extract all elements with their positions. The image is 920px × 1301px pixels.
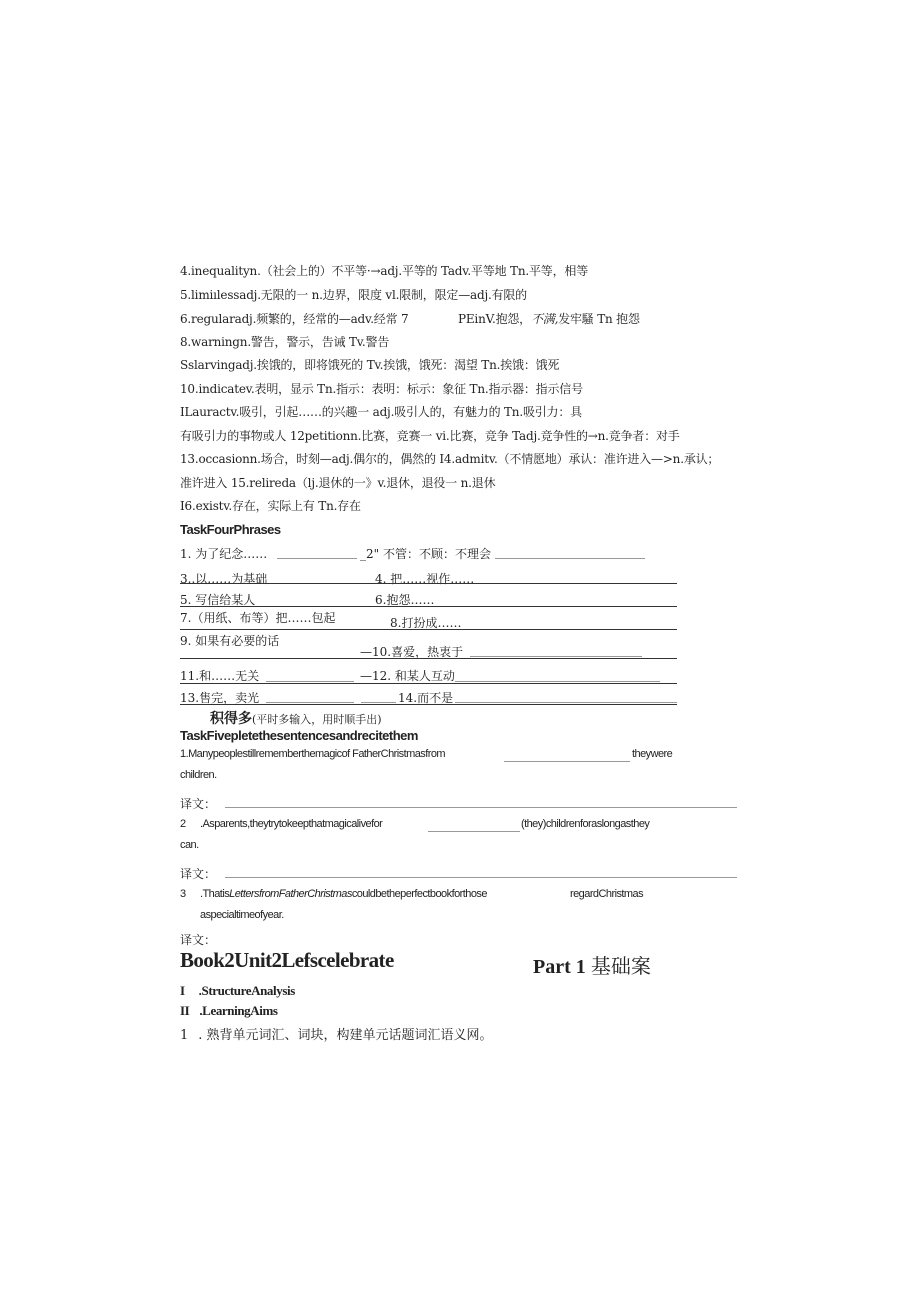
vocab-line-8: 8.warningn.警告，警示，告诫 Tv.警告 <box>180 335 390 349</box>
phrase-2: _2" 不管：不顾：不理会 <box>360 547 491 561</box>
sentence-2-blank[interactable] <box>428 831 520 832</box>
phrase-10-blank[interactable] <box>470 656 642 657</box>
vocab-line-10: 10.indicatev.表明，显示 Tn.指示：表明：标示：象征 Tn.指示器：指示信号 <box>180 382 583 396</box>
phrase-row-4-line[interactable] <box>180 629 677 630</box>
part-label: Part 1 基础案 <box>533 954 651 978</box>
sentence-3-cont: aspecialtimeofyear. <box>200 909 284 921</box>
phrase-14-pre-blank[interactable] <box>361 702 396 703</box>
sentence-1-cont: children. <box>180 769 217 781</box>
phrase-8: 8.打扮成…… <box>390 616 462 630</box>
phrase-14-blank[interactable] <box>455 702 677 703</box>
phrase-12-blank[interactable] <box>455 681 660 682</box>
phrase-row-3-line[interactable] <box>180 606 677 607</box>
section-i: I .StructureAnalysis <box>180 983 295 998</box>
learning-aim-1: 1 . 熟背单元词汇、词块，构建单元话题词汇语义网。 <box>180 1028 493 1043</box>
sentence-2: .Asparents,theytrytokeepthatmagicalivefor <box>200 818 383 830</box>
phrase-7: 7.（用纸、布等）把……包起 <box>180 611 336 625</box>
phrase-3: 3..以……为基础 <box>180 572 268 586</box>
phrase-9: 9. 如果有必要的话 <box>180 634 280 648</box>
phrase-row-6-line[interactable] <box>180 683 677 684</box>
phrase-6: 6.抱怨…… <box>375 593 435 607</box>
phrase-12: —12. 和某人互动 <box>360 669 455 683</box>
vocab-line-5: 5.limiılessadj.无限的一 n.边界，限度 vl.限制，限定—adj.有限的 <box>180 288 527 302</box>
vocab-line-15: 准许进入 15.relireda（lj.退休的一》v.退休，退役一 n.退休 <box>180 476 496 490</box>
translation-line-2[interactable] <box>225 877 737 878</box>
sentence-2-end: (they)childrenforaslongasthey <box>521 818 650 830</box>
tip-note: 积得多(平时多输入，用时顺手出) <box>210 711 382 727</box>
phrase-5: 5. 写信给某人 <box>180 593 256 607</box>
phrase-14: 14.而不是 <box>398 691 454 705</box>
phrase-4: 4. 把……视作…… <box>375 572 475 586</box>
vocab-line-9: Sslarvingadj.挨饿的，即将饿死的 Tv.挨饿，饿死：渴望 Tn.挨饿：饿死 <box>180 358 560 372</box>
phrase-13: 13.售完，卖光 <box>180 691 260 705</box>
phrase-1: 1. 为了纪念…… <box>180 547 268 561</box>
vocab-line-13: 13.occasionn.场合，时刻—adj.偶尔的，偶然的 I4.admitv.（不情愿地）承认：准许进入—>n.承认； <box>180 452 720 466</box>
book-title: Book2Unit2Lefscelebrate <box>180 948 394 972</box>
vocab-line-12: 有吸引力的事物或人 12petitionn.比赛，竞赛一 vi.比赛，竞争 Tadj.竞争性的→n.竞争者：对手 <box>180 429 680 443</box>
sentence-2-cont: can. <box>180 839 199 851</box>
phrase-row-2-line[interactable] <box>180 583 677 584</box>
phrase-10: —10.喜爱，热衷于 <box>360 645 464 659</box>
translation-label-2: 译文： <box>180 867 217 881</box>
translation-line-1[interactable] <box>225 807 737 808</box>
phrase-11-blank[interactable] <box>266 681 354 682</box>
section-ii: II .LearningAims <box>180 1003 278 1018</box>
vocab-line-4: 4.inequalityn.（社会上的）不平等·→adj.平等的 Tadv.平等地 Tn.平等，相等 <box>180 264 588 278</box>
phrase-row-7-line[interactable] <box>180 704 677 705</box>
vocab-line-6-right: PEinV.抱怨，不满,发牢騷 Tn 抱怨 <box>458 312 640 326</box>
phrase-row-5-line[interactable] <box>180 658 677 659</box>
vocab-line-16: I6.existv.存在，实际上有 Tn.存在 <box>180 499 361 513</box>
vocab-line-11: ILauractv.吸引，引起……的兴趣一 adj.吸引人的，有魅力的 Tn.吸引力：具 <box>180 405 582 419</box>
sentence-1: 1.Manypeoplestillrememberthemagicof FatherChristmasfrom <box>180 748 446 760</box>
sentence-3-num: 3 <box>180 888 186 900</box>
phrase-13-blank[interactable] <box>266 702 354 703</box>
sentence-3-end: regardChristmas <box>570 888 644 900</box>
sentence-1-blank[interactable] <box>504 761 630 762</box>
vocab-line-6: 6.regularadj.频繁的，经常的—adv.经常 7 <box>180 312 409 326</box>
phrase-2-blank[interactable] <box>495 558 645 559</box>
translation-label-3: 译文： <box>180 933 217 947</box>
phrase-1-blank[interactable] <box>277 558 357 559</box>
translation-label-1: 译文： <box>180 797 217 811</box>
task-four-title: TaskFourPhrases <box>180 522 281 537</box>
phrase-11: 11.和……无关 <box>180 669 260 683</box>
sentence-2-num: 2 <box>180 818 186 830</box>
sentence-3: .ThatisLettersfromFatherChristmascouldbetheperfectbookforthose <box>200 888 487 900</box>
task-five-title: TaskFivepletethesentencesandrecitethem <box>180 728 418 743</box>
sentence-1-end: theywere <box>632 748 673 760</box>
